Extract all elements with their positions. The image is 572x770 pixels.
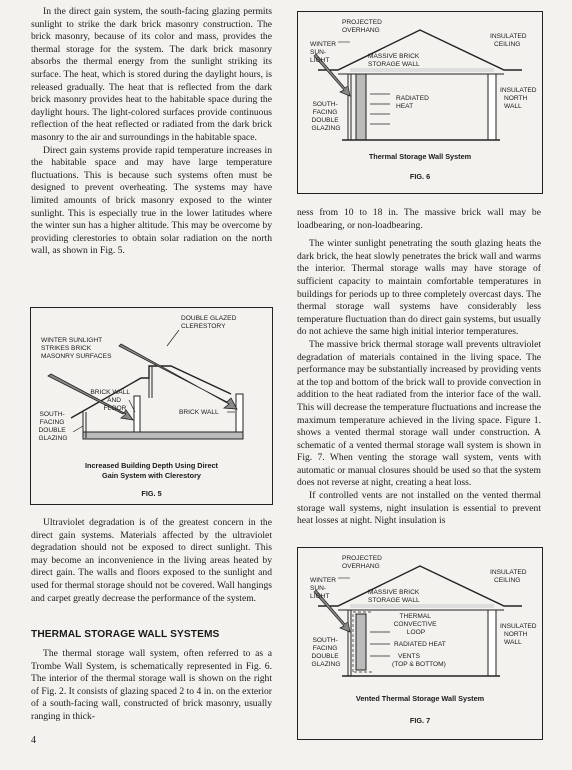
paragraph: Direct gain systems provide rapid temperature increases in the habitable space and may have large temperature fluctuations. This is because such systems often must be designed to prevent overheating. The systems may have limited amounts of brick masonry exposed to the winter sunlight. This is especially true in the lower latitudes where the winter sun has a higher altitude. This may be overcome by providing clerestories to obtain solar radiation on the north wall, as shown in Fig. 5. (31, 144, 272, 257)
fig7-label-radiated: RADIATED HEAT (394, 641, 446, 648)
fig6-label-overhang: PROJECTED OVERHANG (342, 19, 382, 34)
fig5-label-brick-wall: BRICK WALL (179, 409, 219, 416)
fig7-label-sun: WINTER SUN- LIGHT (310, 577, 337, 600)
figure-7-diagram (298, 548, 542, 739)
paragraph: The massive brick thermal storage wall prevents ultraviolet degradation of materials contained in the living space. The performance may be substantially increased by providing vents at the top and bottom of the brick wall to provide convection in addition to the heat radiated from the interior face of the wall. This will decrease the temperature fluctuations and increase the maximum temperature achieved in the living space. Figure 1. shows a vented thermal storage wall under construction. A schematic of a vented thermal storage wall system is shown in Fig. 7. When venting the storage wall system, vents with automatic or manual closures should be used so that the system does not reverse at night, creating a heat loss. (297, 338, 542, 489)
fig5-label-clerestory: DOUBLE GLAZED CLERESTORY (181, 315, 237, 330)
figure-6-caption: Thermal Storage Wall System (368, 152, 472, 161)
figure-6-diagram (298, 12, 542, 193)
fig7-label-storage: MASSIVE BRICK STORAGE WALL (368, 589, 420, 604)
fig7-label-vents: VENTS (TOP & BOTTOM) (392, 653, 446, 668)
figure-7-number: FIG. 7 (409, 716, 431, 725)
fig7-label-glazing: SOUTH- FACING DOUBLE GLAZING (311, 637, 341, 668)
figure-7-caption: Vented Thermal Storage Wall System (355, 694, 485, 703)
paragraph: The winter sunlight penetrating the south glazing heats the dark brick, the heat slowly penetrates the brick wall and warms the interior. Thermal storage walls may have storage of sufficient capacity to maintain comfortable temperatures in buildings for periods up to three completely overcast days. The thermal storage wall systems have considerably less temperature fluctuation than do direct gain systems, but usually do not achieve the same high initial interior temperatures. (297, 238, 541, 338)
fig6-label-radiated: RADIATED HEAT (396, 95, 429, 110)
paragraph: Ultraviolet degradation is of the greatest concern in the direct gain systems. Materials affected by the ultraviolet degradation should not be exposed to direct sunlight. This may become an inconvenience in the living areas heated by direct gain. The walls and floors exposed to the sunlight and used for thermal storage should not be covered. Wall hangings and carpet greatly decrease the performance of the system. (31, 517, 272, 604)
figure-6-number: FIG. 6 (409, 172, 431, 181)
fig6-label-glazing: SOUTH- FACING DOUBLE GLAZING (311, 101, 341, 132)
fig6-label-north: INSULATED NORTH WALL (500, 87, 537, 110)
left-column-bottom-text (31, 517, 272, 605)
page-number: 4 (31, 735, 36, 746)
figure-5-box (30, 307, 273, 505)
fig7-label-ceiling: INSULATED CEILING (490, 569, 527, 584)
paragraph: In the direct gain system, the south-facing glazing permits sunlight to strike the dark brick masonry construction. The brick masonry, because of its color and mass, provides the thermal storage for the system. The dark brick masonry absorbs the thermal energy from the sunlight striking its surface. The heat, which is stored during the daylight hours, is released gradually. The heat that is reflected from the dark brick masonry provides heat to the habitable space during the daylight hours. The light-colored surfaces provide continuous reflection of the heat reflected or radiated from the dark brick masonry to the air and surroundings in the habitable space. (31, 6, 272, 143)
fig5-label-brick-wall-floor: BRICK WALL AND FLOOR (90, 389, 130, 412)
paragraph: The thermal storage wall system, often referred to as a Trombe Wall System, is schematically represented in Fig. 6. The interior of the thermal storage wall is shown on the right of Fig. 2. It consists of glazing spaced 2 to 4 in. on the exterior of a south-facing wall, constructed of brick masonry, usually ranging in thick- (31, 648, 272, 722)
right-column-text (297, 207, 541, 528)
left-column-section-text (31, 648, 272, 724)
paragraph: If controlled vents are not installed on the vented thermal storage wall systems, night insulation is essential to prevent heat losses at night. Night insulation is (297, 490, 541, 527)
left-column-top-text (31, 6, 272, 258)
section-heading: THERMAL STORAGE WALL SYSTEMS (31, 629, 220, 640)
paragraph: ness from 10 to 18 in. The massive brick wall may be loadbearing, or non-loadbearing. (297, 207, 541, 231)
fig5-label-sunlight: WINTER SUNLIGHT STRIKES BRICK MASONRY SURFACES (41, 337, 112, 360)
fig6-label-storage: MASSIVE BRICK STORAGE WALL (368, 53, 420, 68)
fig6-label-ceiling: INSULATED CEILING (490, 33, 527, 48)
figure-6-box (297, 11, 543, 194)
figure-5-caption: Increased Building Depth Using Direct Gain System with Clerestory (85, 461, 218, 480)
figure-5-number: FIG. 5 (141, 489, 162, 498)
figure-7-box (297, 547, 543, 740)
fig7-label-loop: THERMAL CONVECTIVE LOOP (393, 613, 437, 636)
fig7-label-overhang: PROJECTED OVERHANG (342, 555, 382, 570)
fig5-label-glazing: SOUTH- FACING DOUBLE GLAZING (38, 411, 68, 442)
fig7-label-north: INSULATED NORTH WALL (500, 623, 537, 646)
fig6-label-sun: WINTER SUN- LIGHT (310, 41, 337, 64)
